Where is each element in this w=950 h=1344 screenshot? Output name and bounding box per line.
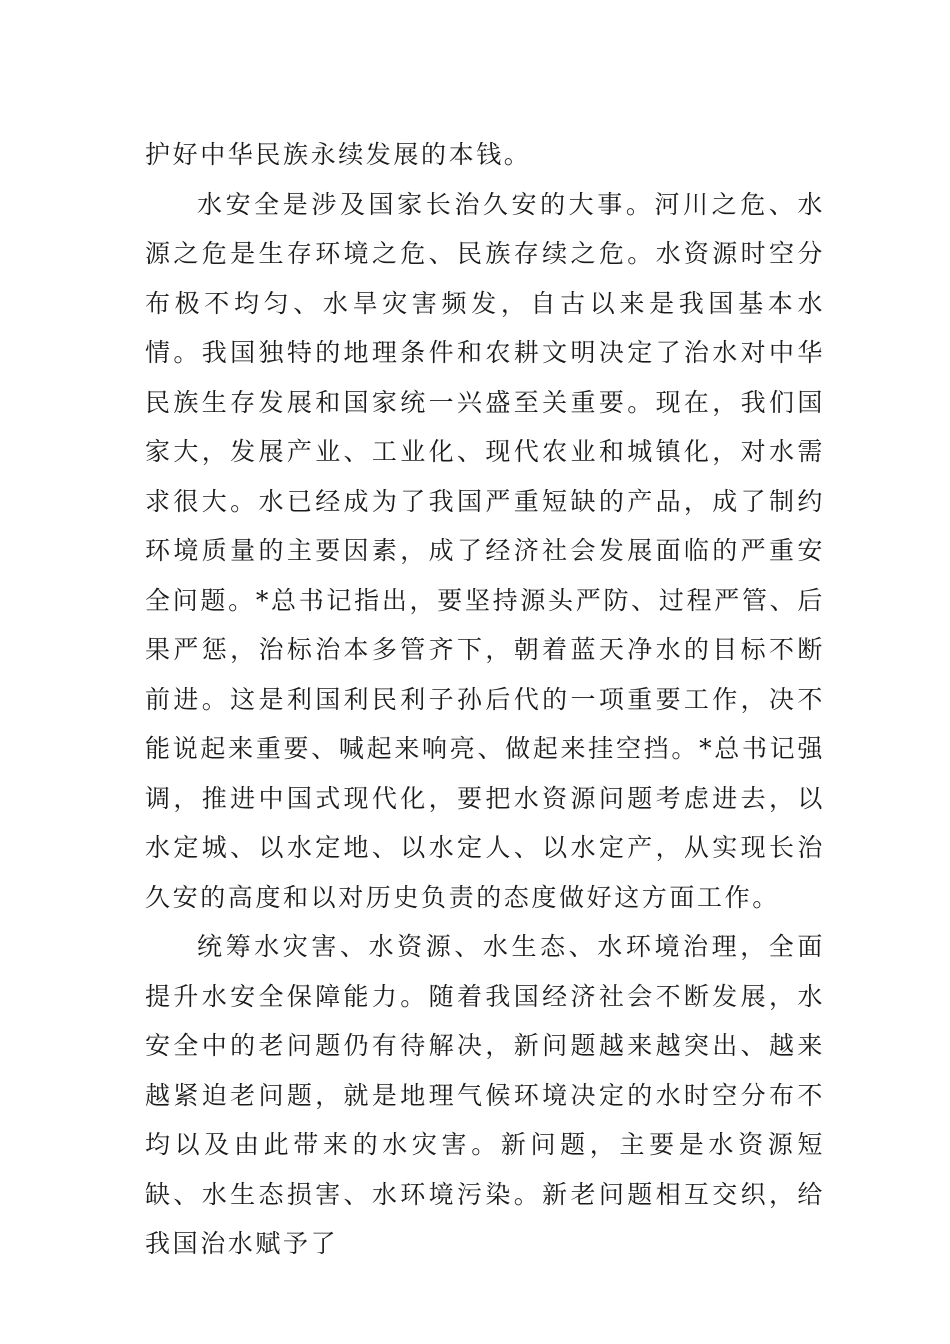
paragraph-water-governance: 统筹水灾害、水资源、水生态、水环境治理，全面提升水安全保障能力。随着我国经济社会不断发展，水安全中的老问题仍有待解决，新问题越来越突出、越来越紧迫老问题，就是地理气候环境决定的水时空分布不均以及由此带来的水灾害。新问题，主要是水资源短缺、水生态损害、水环境污染。新老问题相互交织，给我国治水赋予了 [145, 932, 825, 1258]
paragraph-water-security: 水安全是涉及国家长治久安的大事。河川之危、水源之危是生存环境之危、民族存续之危。水资源时空分布极不均匀、水旱灾害频发，自古以来是我国基本水情。我国独特的地理条件和农耕文明决定了治水对中华民族生存发展和国家统一兴盛至关重要。现在，我们国家大，发展产业、工业化、现代农业和城镇化，对水需求很大。水已经成为了我国严重短缺的产品，成了制约环境质量的主要因素，成了经济社会发展面临的严重安全问题。*总书记指出，要坚持源头严防、过程严管、后果严惩，治标治本多管齐下，朝着蓝天净水的目标不断前进。这是利国利民利子孙后代的一项重要工作，决不能说起来重要、喊起来响亮、做起来挂空挡。*总书记强调，推进中国式现代化，要把水资源问题考虑进去，以水定城、以水定地、以水定人、以水定产，从实现长治久安的高度和以对历史负责的态度做好这方面工作。 [145, 189, 825, 912]
document-body [145, 130, 825, 1269]
paragraph-continuation: 护好中华民族永续发展的本钱。 [145, 140, 532, 169]
